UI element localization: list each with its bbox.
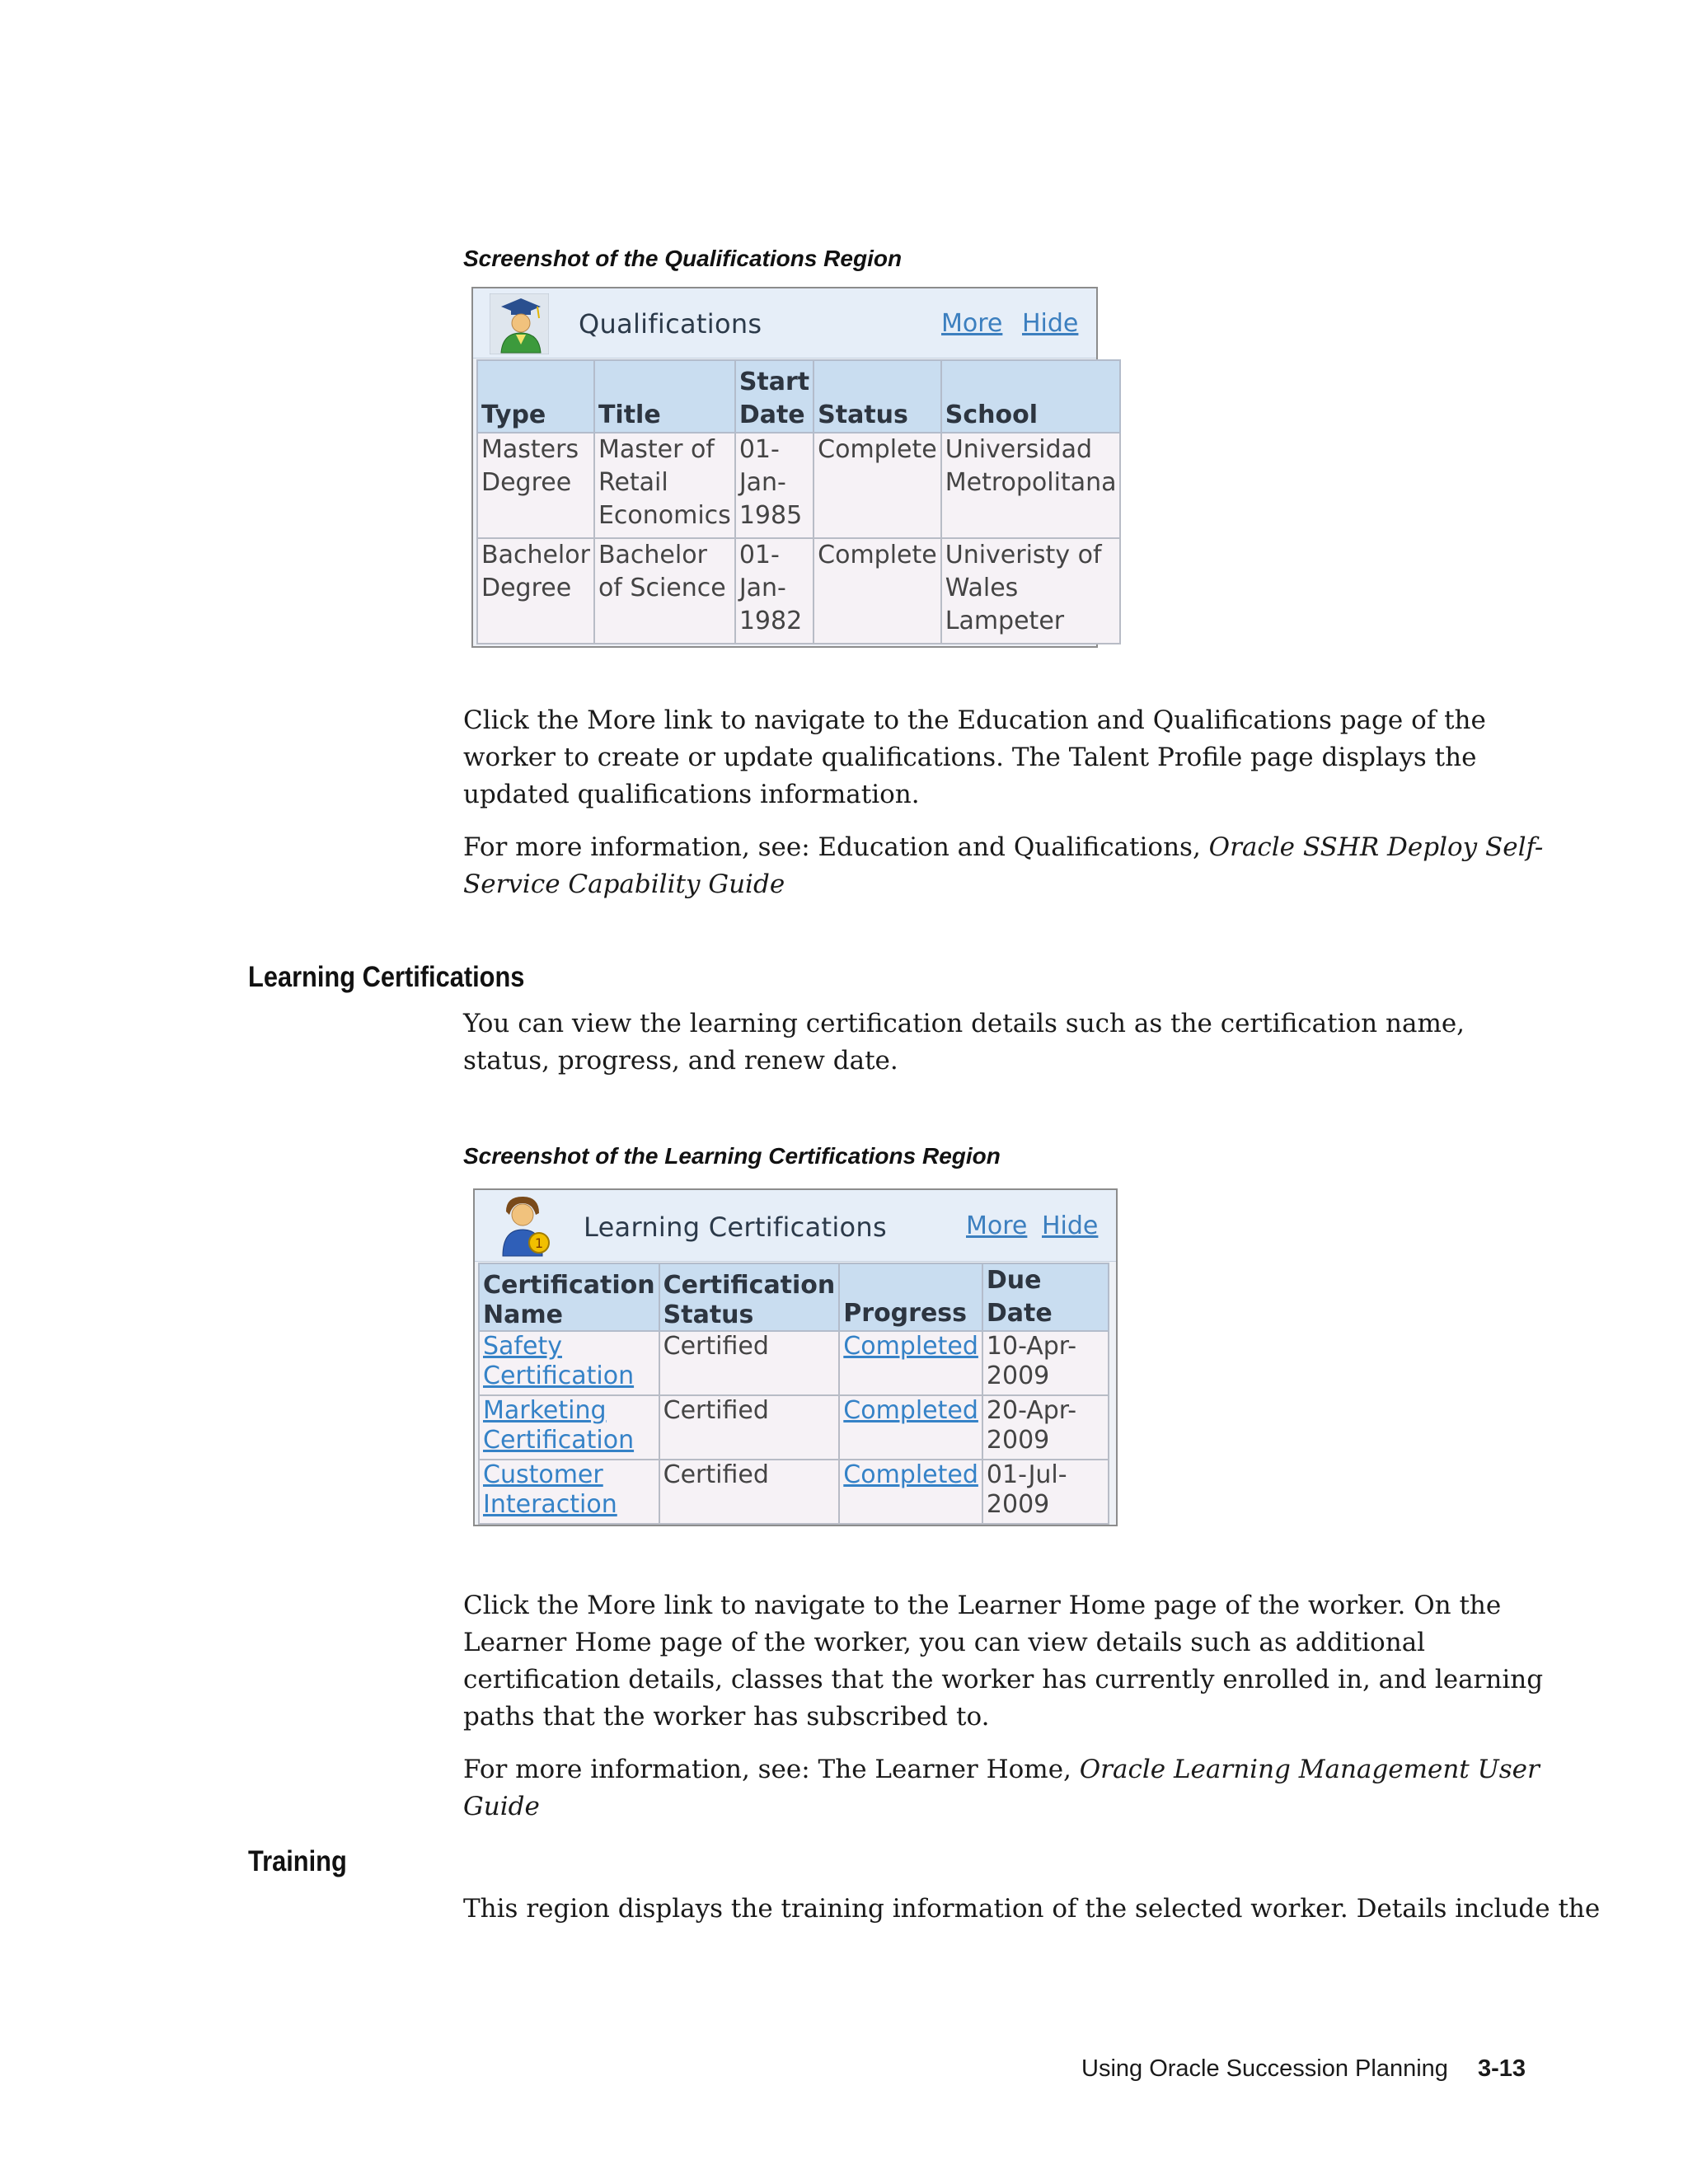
qualifications-description: [463, 702, 1551, 919]
reference-prefix: For more information, see: Education and Qualifications,: [463, 832, 1209, 862]
svg-text:1: 1: [534, 1235, 544, 1251]
qualifications-caption: Screenshot of the Qualifications Region: [463, 246, 903, 271]
certified-person-icon: [496, 1193, 552, 1258]
progress-link[interactable]: Completed: [843, 1396, 978, 1425]
cell-due-date: 10-Apr-2009: [982, 1331, 1109, 1395]
graduate-icon: [490, 293, 549, 354]
qualifications-para-reference: [463, 829, 1551, 903]
column-header-certification-name-text: Certification Name: [483, 1271, 655, 1329]
training-intro: This region displays the training information of the selected worker. Details include the: [463, 1894, 1601, 1924]
footer-title: Using Oracle Succession Planning: [1081, 2055, 1448, 2082]
qualifications-para-more: Click the More link to navigate to the Education and Qualifications page of the worker to create or update qualifications. The Talent Profile page displays the updated qualifications information.: [463, 705, 1486, 809]
table-row: [479, 1331, 1109, 1395]
cell-school: Universidad Metropolitana: [941, 433, 1121, 538]
cell-certification-name: [479, 1395, 659, 1460]
certification-name-link[interactable]: Customer Interaction: [483, 1460, 617, 1519]
column-header-title: Title: [594, 360, 735, 433]
learning-certifications-title: Learning Certifications: [584, 1212, 887, 1243]
cell-due-date: 01-Jul-2009: [982, 1460, 1109, 1524]
certification-name-link[interactable]: Marketing Certification: [483, 1396, 635, 1455]
cell-certification-status: Certified: [659, 1395, 840, 1460]
qualifications-hide-link[interactable]: Hide: [1022, 309, 1079, 338]
column-header-due-date: Due Date: [982, 1263, 1109, 1331]
learning-para-more: Click the More link to navigate to the Learner Home page of the worker. On the Learner Home page of the worker, you can view details such as additional certification details, classes that the worker has currently enrolled in, and learning paths that the worker has subscribed to.: [463, 1591, 1544, 1732]
table-row: [479, 1395, 1109, 1460]
page-footer: [1081, 2055, 1526, 2083]
cell-school: Univeristy of Wales Lampeter: [941, 538, 1121, 644]
learning-certifications-region: [473, 1188, 1118, 1526]
learning-certifications-intro: You can view the learning certification details such as the certification name, status, progress, and renew date.: [463, 1009, 1465, 1076]
table-row: [477, 538, 1120, 644]
qualifications-region: [471, 287, 1117, 648]
training-heading: Training: [248, 1845, 347, 1877]
learning-certifications-header: [475, 1190, 1116, 1262]
qualifications-title: Qualifications: [579, 308, 762, 340]
learning-certifications-hide-link[interactable]: Hide: [1042, 1212, 1099, 1240]
reference-guide-title: Oracle SSHR Deploy Self-Service Capability Guide: [463, 832, 1544, 899]
column-header-status: Status: [814, 360, 941, 433]
learning-certifications-description: [463, 1587, 1551, 1841]
qualifications-header-row: [477, 360, 1120, 433]
cell-certification-name: [479, 1331, 659, 1395]
reference-guide-title: Oracle Learning Management User Guide: [463, 1755, 1540, 1821]
learning-certifications-more-link[interactable]: More: [966, 1212, 1028, 1240]
learning-header-row: [479, 1263, 1109, 1331]
table-row: [479, 1460, 1109, 1524]
learning-certifications-heading: Learning Certifications: [248, 961, 525, 993]
progress-link[interactable]: Completed: [843, 1332, 978, 1361]
cell-progress: [839, 1460, 982, 1524]
cell-certification-status: Certified: [659, 1331, 840, 1395]
cell-type: Masters Degree: [477, 433, 594, 538]
cell-progress: [839, 1395, 982, 1460]
cell-progress: [839, 1331, 982, 1395]
column-header-type: Type: [477, 360, 594, 433]
column-header-progress: Progress: [839, 1263, 982, 1331]
learning-certifications-table: [478, 1263, 1109, 1525]
page-number: 3-13: [1477, 2055, 1526, 2082]
column-header-certification-status-text: Certification Status: [663, 1271, 836, 1329]
cell-start-date: 01-Jan-1982: [735, 538, 814, 644]
cell-title: Master of Retail Economics: [594, 433, 735, 538]
certification-name-link[interactable]: Safety Certification: [483, 1332, 635, 1390]
qualifications-more-link[interactable]: More: [941, 309, 1003, 338]
column-header-certification-status: [659, 1263, 840, 1331]
column-header-certification-name: [479, 1263, 659, 1331]
learning-certifications-caption: Screenshot of the Learning Certifications Region: [463, 1143, 1001, 1169]
cell-type: Bachelor Degree: [477, 538, 594, 644]
qualifications-header: [473, 288, 1096, 359]
cell-status: Complete: [814, 433, 941, 538]
cell-certification-status: Certified: [659, 1460, 840, 1524]
learning-para-reference: [463, 1751, 1551, 1825]
cell-due-date: 20-Apr-2009: [982, 1395, 1109, 1460]
cell-start-date: 01-Jan-1985: [735, 433, 814, 538]
table-row: [477, 433, 1120, 538]
column-header-school: School: [941, 360, 1121, 433]
cell-title: Bachelor of Science: [594, 538, 735, 644]
cell-certification-name: [479, 1460, 659, 1524]
progress-link[interactable]: Completed: [843, 1460, 978, 1489]
cell-status: Complete: [814, 538, 941, 644]
column-header-start-date: Start Date: [735, 360, 814, 433]
reference-prefix: For more information, see: The Learner Home,: [463, 1755, 1080, 1784]
qualifications-table: [476, 359, 1121, 644]
